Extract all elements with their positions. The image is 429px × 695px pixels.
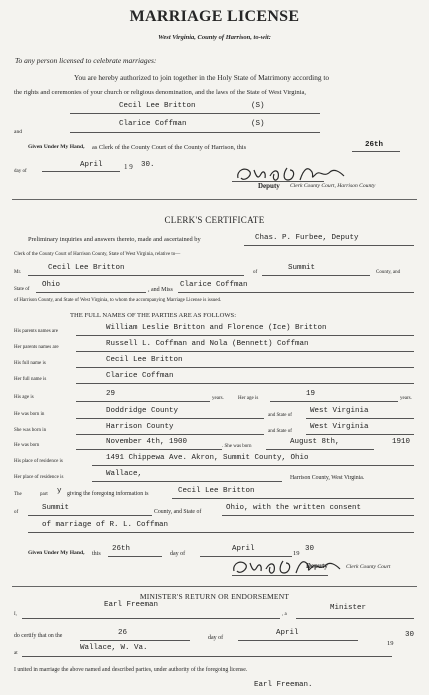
groom-name: Cecil Lee Britton xyxy=(119,102,196,110)
minister-place-underline xyxy=(22,656,392,657)
cert-year-prefix: 19 xyxy=(293,550,300,557)
united-text: I united in marriage the above named and described parties, under authority of the foregoing license. xyxy=(14,667,248,673)
certificate-divider xyxy=(12,586,417,587)
miss-label: , and Miss xyxy=(148,287,173,293)
she-born-state-underline xyxy=(306,434,414,435)
her-age-underline xyxy=(270,401,398,402)
county-and-label: County, and xyxy=(376,270,401,275)
do-certify-label: do certify that on the xyxy=(14,633,63,639)
he-state-of-label: and State of xyxy=(268,413,292,418)
part-value: y xyxy=(57,487,62,495)
years-label-2: years. xyxy=(400,396,412,401)
state-of-label: State of xyxy=(14,287,30,292)
cert-day-underline xyxy=(108,556,162,557)
minister-month-underline xyxy=(238,640,358,641)
license-title: MARRIAGE LICENSE xyxy=(129,8,300,25)
giving-label: giving the foregoing information is xyxy=(67,491,149,497)
license-given-text: as Clerk of the County Court of the County of Harrison, this xyxy=(92,144,247,151)
certificate-signature xyxy=(228,555,348,581)
given-under-hand: Given Under My Hand, xyxy=(28,144,85,150)
his-age-value: 29 xyxy=(106,390,116,398)
prelim-text: Preliminary inquiries and answers thereto, made and ascertained by xyxy=(28,236,201,243)
license-deputy-title: Clerk County Court, Harrison County xyxy=(290,183,376,189)
minister-name: Earl Freeman xyxy=(104,601,159,609)
bride-signed-mark: (S) xyxy=(251,120,265,128)
informant-underline xyxy=(172,498,414,499)
her-parents-label: Her parents names are xyxy=(14,345,59,350)
his-parents-label: His parents names are xyxy=(14,329,59,334)
cert-day-value: 26th xyxy=(112,545,131,553)
bride-name: Clarice Coffman xyxy=(119,120,187,128)
her-residence-suffix: Harrison County, West Virginia. xyxy=(290,475,365,481)
he-born-value: Doddridge County xyxy=(106,407,179,415)
she-born-date-underline xyxy=(266,449,374,450)
minister-year-suffix: 30 xyxy=(405,631,415,639)
license-body-line2: the rights and ceremonies of your church or religious denomination, and the laws of the State of West Virginia, xyxy=(14,89,307,96)
she-born-value: Harrison County xyxy=(106,423,174,431)
informant-state-underline xyxy=(222,515,414,516)
license-day-underline xyxy=(352,151,400,152)
his-parents-underline xyxy=(76,335,414,336)
county-state-label: County, and State of xyxy=(154,509,202,515)
she-state-of-label: and State of xyxy=(268,429,292,434)
cert-deputy-title: Clerk County Court xyxy=(346,564,391,570)
he-born-date-label: He was born xyxy=(14,443,40,448)
license-month: April xyxy=(80,161,103,169)
groom-underline xyxy=(70,113,320,114)
minister-signed: Earl Freeman. xyxy=(254,681,313,689)
at-label: at xyxy=(14,651,18,656)
part-label: part xyxy=(40,492,48,497)
license-addressee: To any person licensed to celebrate marriages: xyxy=(15,56,157,65)
of-label: of xyxy=(253,270,258,275)
he-born-state-underline xyxy=(306,418,414,419)
her-age-label: Her age is xyxy=(238,396,259,401)
the-label: The xyxy=(14,492,22,497)
his-name-value: Cecil Lee Britton xyxy=(106,356,183,364)
of-value: Summit xyxy=(288,264,316,272)
prelim-underline xyxy=(244,245,414,246)
his-name-label: His full name is xyxy=(14,361,46,366)
cert-year-suffix: 30 xyxy=(305,545,315,553)
license-deputy-label: Deputy xyxy=(258,182,280,190)
harrison-line: of Harrison County, and State of West Virginia, to whom the accompanying Marriage License is issued. xyxy=(14,298,222,303)
she-born-date-label: . She was born xyxy=(222,444,252,449)
mr-underline xyxy=(28,275,244,276)
cert-day-of-label: day of xyxy=(170,551,186,557)
minister-day-value: 26 xyxy=(118,629,128,637)
miss-underline xyxy=(178,292,414,293)
miss-value: Clarice Coffman xyxy=(180,281,248,289)
minister-role: Minister xyxy=(330,604,367,612)
and-label: and xyxy=(14,129,23,135)
minister-year-prefix: 19 xyxy=(387,640,394,647)
his-age-underline xyxy=(76,401,210,402)
his-name-underline xyxy=(76,367,414,368)
minister-name-underline xyxy=(22,618,280,619)
cert-signature-underline xyxy=(232,575,328,576)
minister-day-of-label: day of xyxy=(208,635,224,641)
license-signature-underline xyxy=(232,181,324,182)
of-label-2: of xyxy=(14,510,19,515)
license-divider xyxy=(12,199,417,200)
she-born-state: West Virginia xyxy=(310,423,369,431)
he-born-date-underline xyxy=(76,449,222,450)
prelim-value: Chas. P. Furbee, Deputy xyxy=(255,234,359,242)
minister-place: Wallace, W. Va. xyxy=(80,644,148,652)
groom-signed-mark: (S) xyxy=(251,102,265,110)
her-age-value: 19 xyxy=(306,390,316,398)
consent-value: of marriage of R. L. Coffman xyxy=(42,521,169,529)
minister-role-underline xyxy=(296,618,414,619)
he-born-date: November 4th, 1900 xyxy=(106,438,188,446)
informant-county-underline xyxy=(28,515,152,516)
minister-month: April xyxy=(276,629,299,637)
minister-i-label: I, xyxy=(14,612,17,617)
his-parents-value: William Leslie Britton and Florence (Ice) Britton xyxy=(106,324,327,332)
his-residence-label: His place of residence is xyxy=(14,459,63,464)
her-name-label: Her full name is xyxy=(14,377,47,382)
of-underline xyxy=(262,275,370,276)
jurisdiction-line: West Virginia, County of Harrison, to-wit: xyxy=(158,34,271,41)
his-age-label: His age is xyxy=(14,395,34,400)
cert-given-under-hand: Given Under My Hand, xyxy=(28,550,85,556)
years-label-1: years. xyxy=(212,396,224,401)
his-residence-underline xyxy=(92,465,414,466)
she-born-year: 1910 xyxy=(392,438,411,446)
certificate-title: CLERK'S CERTIFICATE xyxy=(164,215,265,225)
minister-a-label: , a xyxy=(282,612,287,617)
her-name-underline xyxy=(76,383,414,384)
her-name-value: Clarice Coffman xyxy=(106,372,174,380)
he-born-underline xyxy=(76,418,264,419)
mr-value: Cecil Lee Britton xyxy=(48,264,125,272)
bride-underline xyxy=(70,132,320,133)
informant-state: Ohio, with the written consent xyxy=(226,504,362,512)
he-born-label: He was born in xyxy=(14,412,45,417)
consent-underline xyxy=(28,532,414,533)
license-year-prefix: 1 9 xyxy=(124,163,133,171)
informant-county: Summit xyxy=(42,504,70,512)
license-month-underline xyxy=(42,171,120,172)
her-parents-underline xyxy=(76,351,414,352)
her-parents-value: Russell L. Coffman and Nola (Bennett) Coffman xyxy=(106,340,309,348)
license-body-line1: You are hereby authorized to join together in the Holy State of Matrimony according to xyxy=(74,73,329,82)
she-born-label: She was born in xyxy=(14,428,47,433)
her-residence-value: Wallace, xyxy=(106,470,143,478)
license-day-of-label: day of xyxy=(14,169,27,174)
minister-day-underline xyxy=(80,640,190,641)
state-underline xyxy=(36,292,146,293)
her-residence-underline xyxy=(92,481,282,482)
she-born-date: August 8th, xyxy=(290,438,340,446)
minister-title: MINISTER'S RETURN OR ENDORSEMENT xyxy=(139,592,290,601)
she-born-underline xyxy=(76,434,264,435)
mr-label: Mr. xyxy=(14,270,22,275)
informant-value: Cecil Lee Britton xyxy=(178,487,255,495)
his-residence-value: 1491 Chippewa Ave. Akron, Summit County, Ohio xyxy=(106,454,309,462)
license-day-value: 26th xyxy=(365,141,384,149)
cert-month: April xyxy=(232,545,255,553)
cert-this-label: this xyxy=(92,551,101,557)
license-year-suffix: 30. xyxy=(141,161,155,169)
full-names-heading: THE FULL NAMES OF THE PARTIES ARE AS FOLLOWS: xyxy=(70,312,237,319)
clerk-line: Clerk of the County Court of Harrison County, State of West Virginia, relative to— xyxy=(14,252,181,257)
her-residence-label: Her place of residence is xyxy=(14,475,64,480)
cert-deputy-label: Deputy xyxy=(306,562,328,570)
he-born-state: West Virginia xyxy=(310,407,369,415)
state-value: Ohio xyxy=(42,281,61,289)
